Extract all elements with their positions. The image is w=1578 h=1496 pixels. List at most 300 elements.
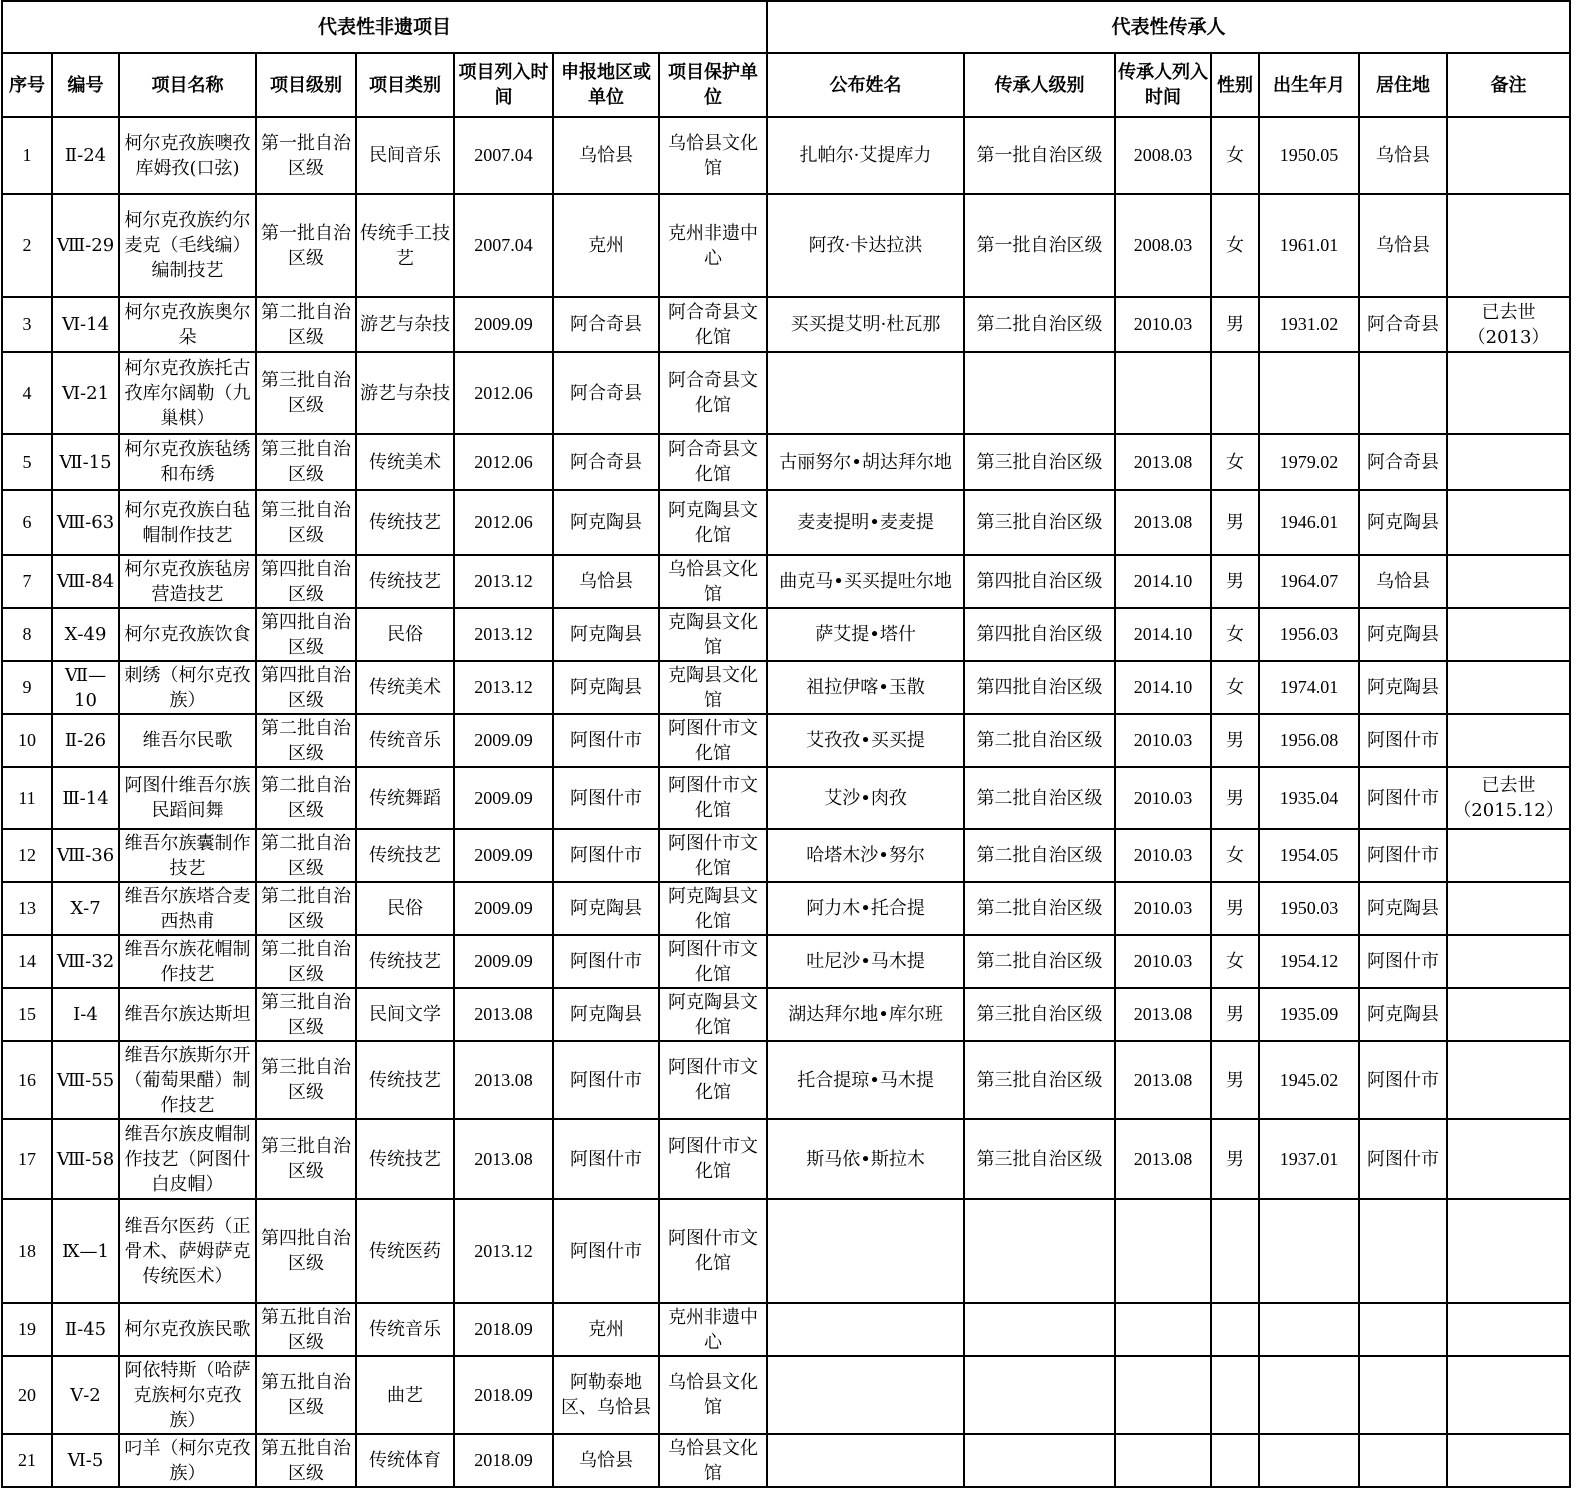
- cell-remark: [1447, 661, 1570, 714]
- cell-remark: [1447, 194, 1570, 297]
- cell-category: 传统医药: [356, 1199, 454, 1303]
- cell-name: 阿依特斯（哈萨克族柯尔克孜族）: [119, 1356, 256, 1434]
- cell-code: Ⅰ-4: [52, 988, 119, 1041]
- cell-unit: 阿克陶县文化馆: [659, 490, 767, 555]
- cell-person-level: 第四批自治区级: [964, 661, 1115, 714]
- cell-seq: 19: [2, 1303, 52, 1356]
- cell-residence: 阿图什市: [1359, 714, 1447, 767]
- cell-seq: 3: [2, 297, 52, 352]
- cell-name: 维吾尔族达斯坦: [119, 988, 256, 1041]
- col-header-person-listed: 传承人列入时间: [1115, 53, 1211, 117]
- cell-person-listed: [1115, 1434, 1211, 1487]
- cell-listed: 2012.06: [454, 352, 553, 434]
- cell-name: 柯尔克孜族奥尔朵: [119, 297, 256, 352]
- cell-seq: 1: [2, 117, 52, 194]
- cell-unit: 阿克陶县文化馆: [659, 882, 767, 935]
- cell-person: 曲克马•买买提吐尔地: [767, 555, 964, 608]
- cell-gender: 女: [1211, 194, 1259, 297]
- cell-person-level: [964, 352, 1115, 434]
- cell-region: 阿图什市: [553, 1119, 659, 1199]
- cell-birth: 1931.02: [1259, 297, 1359, 352]
- cell-code: Ⅵ-21: [52, 352, 119, 434]
- table-row: [2, 352, 1570, 434]
- cell-person-listed: 2010.03: [1115, 829, 1211, 882]
- cell-gender: 男: [1211, 297, 1259, 352]
- cell-remark: [1447, 882, 1570, 935]
- cell-region: 乌恰县: [553, 117, 659, 194]
- cell-person-level: 第四批自治区级: [964, 555, 1115, 608]
- cell-region: 乌恰县: [553, 1434, 659, 1487]
- cell-remark: [1447, 1434, 1570, 1487]
- cell-unit: 克州非遗中心: [659, 1303, 767, 1356]
- cell-name: 柯尔克孜族毡房营造技艺: [119, 555, 256, 608]
- cell-name: 维吾尔族囊制作技艺: [119, 829, 256, 882]
- cell-birth: 1937.01: [1259, 1119, 1359, 1199]
- cell-name: 柯尔克孜族白毡帽制作技艺: [119, 490, 256, 555]
- cell-level: 第二批自治区级: [256, 935, 356, 988]
- cell-listed: 2018.09: [454, 1434, 553, 1487]
- cell-birth: [1259, 1199, 1359, 1303]
- cell-person-level: [964, 1303, 1115, 1356]
- col-header-category: 项目类别: [356, 53, 454, 117]
- cell-unit: 阿图什市文化馆: [659, 829, 767, 882]
- cell-region: 阿勒泰地区、乌恰县: [553, 1356, 659, 1434]
- cell-category: 传统音乐: [356, 1303, 454, 1356]
- cell-region: 克州: [553, 194, 659, 297]
- cell-person: 湖达拜尔地•库尔班: [767, 988, 964, 1041]
- cell-code: Ⅷ-84: [52, 555, 119, 608]
- cell-listed: 2013.12: [454, 608, 553, 661]
- cell-seq: 5: [2, 434, 52, 490]
- cell-person-level: 第三批自治区级: [964, 988, 1115, 1041]
- cell-residence: [1359, 1356, 1447, 1434]
- cell-residence: 阿图什市: [1359, 767, 1447, 829]
- cell-gender: 女: [1211, 434, 1259, 490]
- cell-unit: 阿合奇县文化馆: [659, 352, 767, 434]
- cell-level: 第二批自治区级: [256, 767, 356, 829]
- table-row: [2, 1356, 1570, 1434]
- cell-residence: 阿合奇县: [1359, 434, 1447, 490]
- cell-person: 买买提艾明·杜瓦那: [767, 297, 964, 352]
- cell-category: 传统技艺: [356, 935, 454, 988]
- cell-person: [767, 1356, 964, 1434]
- col-header-person: 公布姓名: [767, 53, 964, 117]
- cell-code: Ⅷ-55: [52, 1041, 119, 1119]
- cell-listed: 2009.09: [454, 935, 553, 988]
- cell-level: 第三批自治区级: [256, 490, 356, 555]
- cell-seq: 10: [2, 714, 52, 767]
- cell-level: 第五批自治区级: [256, 1303, 356, 1356]
- col-header-gender: 性别: [1211, 53, 1259, 117]
- cell-person: 斯马依•斯拉木: [767, 1119, 964, 1199]
- table-row: [2, 117, 1570, 194]
- cell-person: 吐尼沙•马木提: [767, 935, 964, 988]
- cell-remark: [1447, 1041, 1570, 1119]
- cell-category: 传统技艺: [356, 829, 454, 882]
- cell-person-level: 第三批自治区级: [964, 490, 1115, 555]
- cell-level: 第二批自治区级: [256, 882, 356, 935]
- cell-listed: 2009.09: [454, 882, 553, 935]
- cell-seq: 14: [2, 935, 52, 988]
- cell-remark: [1447, 555, 1570, 608]
- cell-gender: 男: [1211, 555, 1259, 608]
- cell-listed: 2013.08: [454, 1041, 553, 1119]
- cell-residence: 阿克陶县: [1359, 608, 1447, 661]
- cell-seq: 9: [2, 661, 52, 714]
- cell-region: 阿图什市: [553, 714, 659, 767]
- table-row: [2, 829, 1570, 882]
- table-row: [2, 935, 1570, 988]
- cell-person-level: [964, 1199, 1115, 1303]
- cell-level: 第二批自治区级: [256, 714, 356, 767]
- cell-person-listed: 2010.03: [1115, 935, 1211, 988]
- table-row: [2, 434, 1570, 490]
- cell-residence: 乌恰县: [1359, 555, 1447, 608]
- cell-person-listed: 2010.03: [1115, 767, 1211, 829]
- cell-unit: 阿图什市文化馆: [659, 714, 767, 767]
- cell-person-level: 第三批自治区级: [964, 1041, 1115, 1119]
- cell-gender: 女: [1211, 608, 1259, 661]
- cell-person-level: [964, 1434, 1115, 1487]
- cell-remark: 已去世（2015.12）: [1447, 767, 1570, 829]
- table-row: [2, 490, 1570, 555]
- cell-residence: 乌恰县: [1359, 117, 1447, 194]
- cell-listed: 2013.12: [454, 555, 553, 608]
- cell-residence: 乌恰县: [1359, 194, 1447, 297]
- group-header-projects: 代表性非遗项目: [2, 1, 767, 53]
- cell-unit: 乌恰县文化馆: [659, 1434, 767, 1487]
- table-row: [2, 767, 1570, 829]
- cell-residence: 阿图什市: [1359, 1041, 1447, 1119]
- cell-category: 游艺与杂技: [356, 297, 454, 352]
- cell-person: [767, 1199, 964, 1303]
- cell-seq: 21: [2, 1434, 52, 1487]
- cell-seq: 13: [2, 882, 52, 935]
- cell-name: 柯尔克孜族饮食: [119, 608, 256, 661]
- cell-category: 传统舞蹈: [356, 767, 454, 829]
- cell-listed: 2009.09: [454, 297, 553, 352]
- cell-birth: 1935.09: [1259, 988, 1359, 1041]
- cell-name: 维吾尔民歌: [119, 714, 256, 767]
- cell-person-listed: 2014.10: [1115, 661, 1211, 714]
- cell-residence: [1359, 352, 1447, 434]
- cell-unit: 乌恰县文化馆: [659, 1356, 767, 1434]
- cell-unit: 阿合奇县文化馆: [659, 297, 767, 352]
- cell-name: 柯尔克孜族约尔麦克（毛线编）编制技艺: [119, 194, 256, 297]
- cell-person-listed: 2010.03: [1115, 882, 1211, 935]
- cell-seq: 18: [2, 1199, 52, 1303]
- cell-person-listed: 2014.10: [1115, 555, 1211, 608]
- cell-residence: [1359, 1303, 1447, 1356]
- cell-residence: 阿克陶县: [1359, 988, 1447, 1041]
- cell-name: 维吾尔医药（正骨术、萨姆萨克传统医术）: [119, 1199, 256, 1303]
- cell-category: 民俗: [356, 882, 454, 935]
- cell-person-listed: [1115, 1356, 1211, 1434]
- cell-gender: 男: [1211, 988, 1259, 1041]
- cell-region: 阿合奇县: [553, 297, 659, 352]
- cell-residence: 阿图什市: [1359, 1119, 1447, 1199]
- cell-unit: 阿图什市文化馆: [659, 1041, 767, 1119]
- cell-person-level: 第二批自治区级: [964, 767, 1115, 829]
- cell-code: Ⅷ-32: [52, 935, 119, 988]
- cell-gender: 男: [1211, 490, 1259, 555]
- cell-remark: [1447, 988, 1570, 1041]
- cell-residence: 阿图什市: [1359, 829, 1447, 882]
- cell-gender: 男: [1211, 1119, 1259, 1199]
- cell-birth: 1956.03: [1259, 608, 1359, 661]
- cell-name: 维吾尔族斯尔开（葡萄果醋）制作技艺: [119, 1041, 256, 1119]
- cell-code: Ⅲ-14: [52, 767, 119, 829]
- cell-level: 第三批自治区级: [256, 1041, 356, 1119]
- cell-name: 阿图什维吾尔族民蹈间舞: [119, 767, 256, 829]
- cell-code: Ⅴ-2: [52, 1356, 119, 1434]
- cell-person: [767, 352, 964, 434]
- cell-level: 第三批自治区级: [256, 988, 356, 1041]
- cell-seq: 2: [2, 194, 52, 297]
- cell-category: 传统美术: [356, 434, 454, 490]
- cell-unit: 阿图什市文化馆: [659, 935, 767, 988]
- cell-region: 阿合奇县: [553, 352, 659, 434]
- cell-person-level: 第三批自治区级: [964, 1119, 1115, 1199]
- cell-code: Ⅹ-7: [52, 882, 119, 935]
- cell-seq: 15: [2, 988, 52, 1041]
- cell-person-listed: 2013.08: [1115, 1119, 1211, 1199]
- cell-person-listed: 2008.03: [1115, 194, 1211, 297]
- cell-listed: 2009.09: [454, 829, 553, 882]
- cell-code: Ⅷ-63: [52, 490, 119, 555]
- cell-listed: 2013.12: [454, 661, 553, 714]
- cell-person-level: 第四批自治区级: [964, 608, 1115, 661]
- cell-remark: [1447, 714, 1570, 767]
- cell-region: 阿克陶县: [553, 608, 659, 661]
- cell-unit: 乌恰县文化馆: [659, 117, 767, 194]
- cell-gender: [1211, 1303, 1259, 1356]
- cell-gender: [1211, 1199, 1259, 1303]
- cell-gender: 女: [1211, 935, 1259, 988]
- col-header-seq: 序号: [2, 53, 52, 117]
- cell-gender: [1211, 352, 1259, 434]
- cell-code: Ⅹ-49: [52, 608, 119, 661]
- cell-birth: 1950.03: [1259, 882, 1359, 935]
- cell-birth: 1954.05: [1259, 829, 1359, 882]
- cell-remark: [1447, 1199, 1570, 1303]
- cell-listed: 2012.06: [454, 490, 553, 555]
- cell-region: 阿图什市: [553, 1041, 659, 1119]
- cell-person: 艾沙•肉孜: [767, 767, 964, 829]
- cell-birth: 1954.12: [1259, 935, 1359, 988]
- cell-listed: 2013.08: [454, 988, 553, 1041]
- heritage-table: [1, 0, 1571, 1488]
- cell-region: 阿克陶县: [553, 882, 659, 935]
- cell-remark: [1447, 490, 1570, 555]
- cell-unit: 阿图什市文化馆: [659, 767, 767, 829]
- cell-birth: [1259, 1434, 1359, 1487]
- cell-remark: [1447, 434, 1570, 490]
- cell-unit: 阿图什市文化馆: [659, 1199, 767, 1303]
- cell-region: 阿图什市: [553, 1199, 659, 1303]
- cell-person-level: 第二批自治区级: [964, 714, 1115, 767]
- cell-person-level: 第一批自治区级: [964, 194, 1115, 297]
- cell-code: Ⅵ-5: [52, 1434, 119, 1487]
- cell-person: [767, 1303, 964, 1356]
- cell-gender: 男: [1211, 1041, 1259, 1119]
- cell-seq: 20: [2, 1356, 52, 1434]
- cell-person: 阿孜·卡达拉洪: [767, 194, 964, 297]
- cell-unit: 阿克陶县文化馆: [659, 988, 767, 1041]
- col-header-birth: 出生年月: [1259, 53, 1359, 117]
- cell-unit: 阿合奇县文化馆: [659, 434, 767, 490]
- cell-person-level: [964, 1356, 1115, 1434]
- cell-birth: 1945.02: [1259, 1041, 1359, 1119]
- cell-person: 艾孜孜•买买提: [767, 714, 964, 767]
- cell-region: 阿图什市: [553, 767, 659, 829]
- table-row: [2, 1434, 1570, 1487]
- cell-listed: 2009.09: [454, 714, 553, 767]
- cell-code: Ⅷ-58: [52, 1119, 119, 1199]
- column-header-row: [2, 53, 1570, 117]
- cell-birth: 1961.01: [1259, 194, 1359, 297]
- cell-name: 维吾尔族皮帽制作技艺（阿图什白皮帽）: [119, 1119, 256, 1199]
- cell-category: 民俗: [356, 608, 454, 661]
- cell-birth: 1956.08: [1259, 714, 1359, 767]
- cell-listed: 2009.09: [454, 767, 553, 829]
- cell-seq: 11: [2, 767, 52, 829]
- cell-remark: 已去世（2013）: [1447, 297, 1570, 352]
- cell-birth: 1935.04: [1259, 767, 1359, 829]
- cell-listed: 2018.09: [454, 1356, 553, 1434]
- cell-gender: 女: [1211, 661, 1259, 714]
- cell-seq: 8: [2, 608, 52, 661]
- cell-birth: [1259, 352, 1359, 434]
- cell-category: 传统美术: [356, 661, 454, 714]
- col-header-level: 项目级别: [256, 53, 356, 117]
- cell-residence: 阿合奇县: [1359, 297, 1447, 352]
- cell-unit: 克州非遗中心: [659, 194, 767, 297]
- cell-level: 第四批自治区级: [256, 608, 356, 661]
- cell-person-level: 第二批自治区级: [964, 935, 1115, 988]
- cell-seq: 7: [2, 555, 52, 608]
- cell-birth: 1974.01: [1259, 661, 1359, 714]
- cell-code: Ⅱ-24: [52, 117, 119, 194]
- table-row: [2, 988, 1570, 1041]
- cell-person: 萨艾提•塔什: [767, 608, 964, 661]
- cell-residence: 阿克陶县: [1359, 490, 1447, 555]
- cell-person-listed: [1115, 352, 1211, 434]
- cell-code: Ⅱ-26: [52, 714, 119, 767]
- col-header-remark: 备注: [1447, 53, 1570, 117]
- cell-category: 传统技艺: [356, 555, 454, 608]
- cell-person: 扎帕尔·艾提库力: [767, 117, 964, 194]
- col-header-region: 申报地区或单位: [553, 53, 659, 117]
- cell-person-listed: 2010.03: [1115, 297, 1211, 352]
- cell-gender: 女: [1211, 829, 1259, 882]
- cell-listed: 2007.04: [454, 194, 553, 297]
- cell-level: 第三批自治区级: [256, 1119, 356, 1199]
- cell-category: 传统技艺: [356, 1119, 454, 1199]
- cell-gender: 男: [1211, 882, 1259, 935]
- cell-code: Ⅶ-15: [52, 434, 119, 490]
- cell-category: 传统手工技艺: [356, 194, 454, 297]
- cell-name: 柯尔克孜族民歌: [119, 1303, 256, 1356]
- cell-listed: 2013.08: [454, 1119, 553, 1199]
- cell-category: 曲艺: [356, 1356, 454, 1434]
- table-body: [2, 117, 1570, 1487]
- cell-listed: 2013.12: [454, 1199, 553, 1303]
- cell-person-level: 第二批自治区级: [964, 882, 1115, 935]
- col-header-code: 编号: [52, 53, 119, 117]
- cell-code: Ⅵ-14: [52, 297, 119, 352]
- cell-code: Ⅷ-29: [52, 194, 119, 297]
- table-row: [2, 714, 1570, 767]
- cell-region: 阿合奇县: [553, 434, 659, 490]
- cell-seq: 6: [2, 490, 52, 555]
- table-row: [2, 297, 1570, 352]
- col-header-unit: 项目保护单位: [659, 53, 767, 117]
- cell-remark: [1447, 935, 1570, 988]
- cell-remark: [1447, 1119, 1570, 1199]
- cell-seq: 4: [2, 352, 52, 434]
- cell-level: 第三批自治区级: [256, 352, 356, 434]
- cell-person-listed: 2013.08: [1115, 1041, 1211, 1119]
- cell-category: 民间音乐: [356, 117, 454, 194]
- cell-level: 第五批自治区级: [256, 1356, 356, 1434]
- cell-residence: [1359, 1434, 1447, 1487]
- cell-name: 叼羊（柯尔克孜族）: [119, 1434, 256, 1487]
- cell-listed: 2012.06: [454, 434, 553, 490]
- table-row: [2, 1199, 1570, 1303]
- cell-remark: [1447, 608, 1570, 661]
- cell-region: 阿克陶县: [553, 988, 659, 1041]
- cell-level: 第五批自治区级: [256, 1434, 356, 1487]
- cell-remark: [1447, 829, 1570, 882]
- cell-person-level: 第二批自治区级: [964, 829, 1115, 882]
- cell-unit: 乌恰县文化馆: [659, 555, 767, 608]
- cell-residence: [1359, 1199, 1447, 1303]
- table-row: [2, 661, 1570, 714]
- col-header-residence: 居住地: [1359, 53, 1447, 117]
- cell-region: 乌恰县: [553, 555, 659, 608]
- cell-gender: 男: [1211, 767, 1259, 829]
- cell-category: 传统体育: [356, 1434, 454, 1487]
- col-header-name: 项目名称: [119, 53, 256, 117]
- group-header-inheritors: 代表性传承人: [767, 1, 1570, 53]
- cell-birth: [1259, 1356, 1359, 1434]
- cell-birth: 1946.01: [1259, 490, 1359, 555]
- cell-seq: 16: [2, 1041, 52, 1119]
- cell-region: 克州: [553, 1303, 659, 1356]
- cell-gender: 男: [1211, 714, 1259, 767]
- cell-remark: [1447, 1303, 1570, 1356]
- table-row: [2, 194, 1570, 297]
- cell-birth: [1259, 1303, 1359, 1356]
- cell-person: 祖拉伊喀•玉散: [767, 661, 964, 714]
- cell-unit: 阿图什市文化馆: [659, 1119, 767, 1199]
- cell-category: 传统音乐: [356, 714, 454, 767]
- cell-residence: 阿克陶县: [1359, 882, 1447, 935]
- cell-person-listed: 2013.08: [1115, 490, 1211, 555]
- cell-person-listed: [1115, 1303, 1211, 1356]
- cell-person-listed: 2014.10: [1115, 608, 1211, 661]
- cell-person-listed: 2008.03: [1115, 117, 1211, 194]
- cell-gender: [1211, 1356, 1259, 1434]
- cell-listed: 2018.09: [454, 1303, 553, 1356]
- cell-person-listed: 2010.03: [1115, 714, 1211, 767]
- cell-name: 柯尔克孜族噢孜库姆孜(口弦): [119, 117, 256, 194]
- group-header-row: [2, 1, 1570, 53]
- cell-listed: 2007.04: [454, 117, 553, 194]
- cell-name: 柯尔克孜族毡绣和布绣: [119, 434, 256, 490]
- cell-region: 阿克陶县: [553, 661, 659, 714]
